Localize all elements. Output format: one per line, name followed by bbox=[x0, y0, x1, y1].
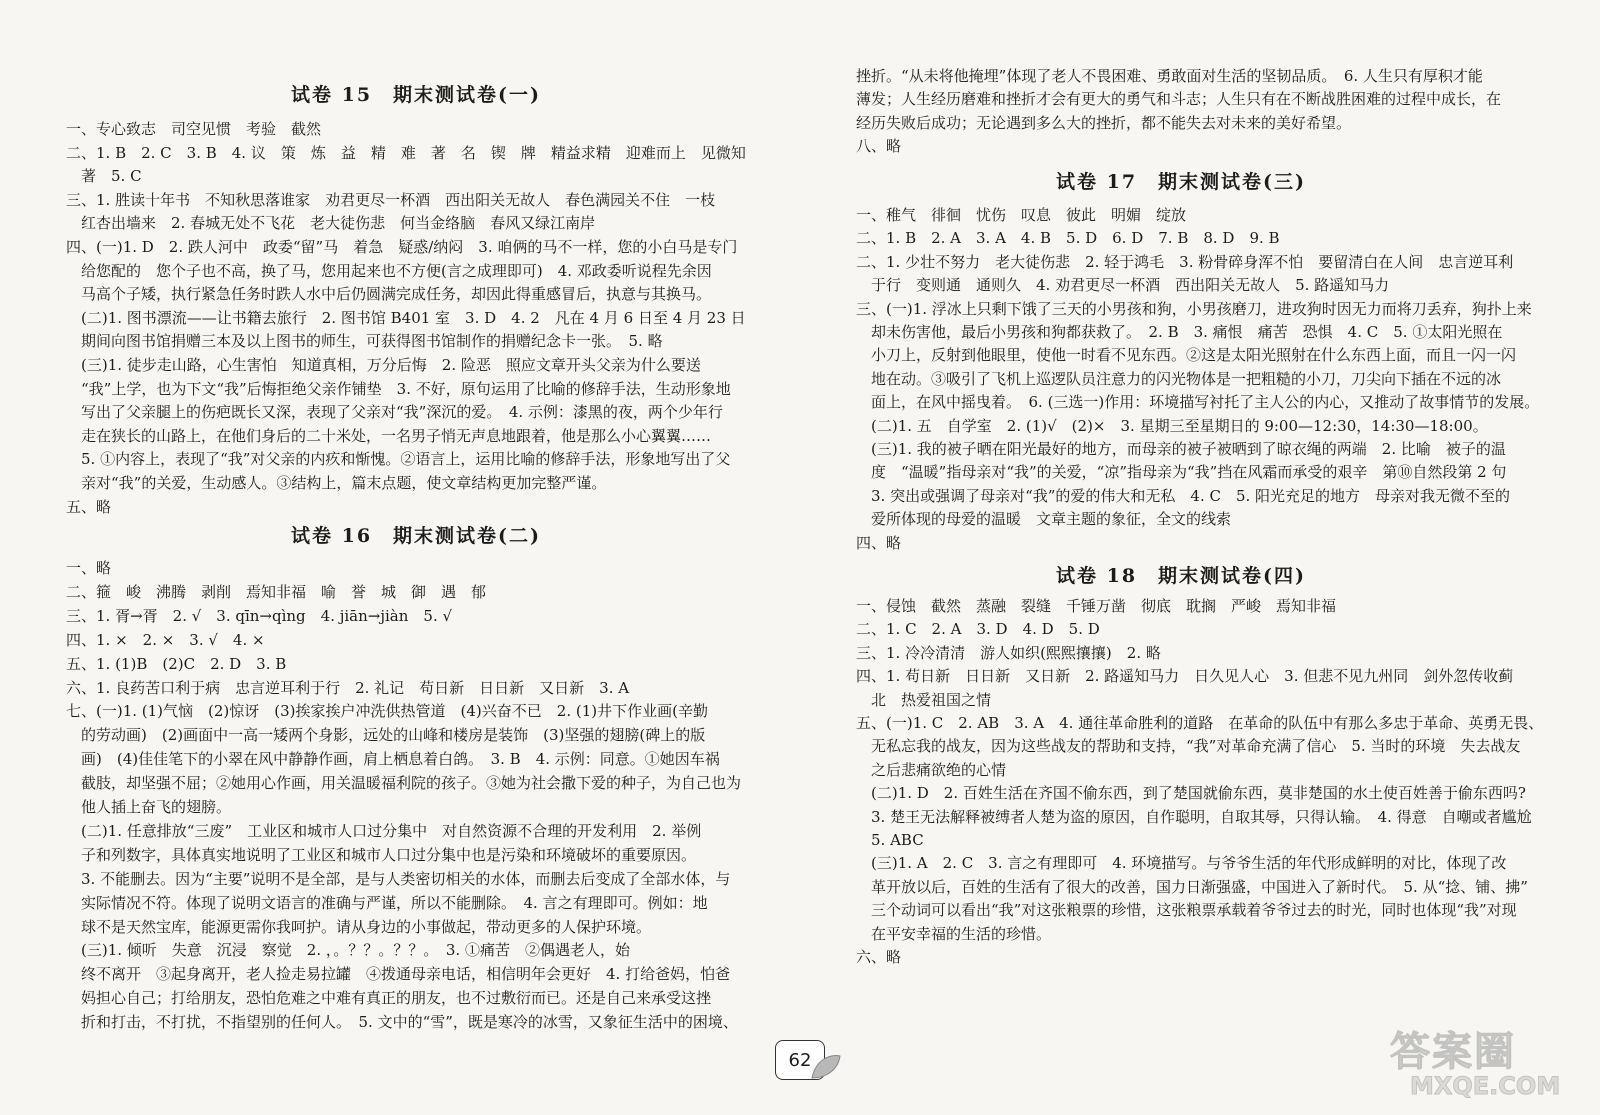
answer-line: 5. ①内容上，表现了“我”对父亲的内疚和惭愧。②语言上，运用比喻的修辞手法，形象地写出了父 bbox=[66, 450, 731, 469]
answer-line: 北 热爱祖国之情 bbox=[856, 690, 992, 709]
answer-line: 著 5. C bbox=[66, 167, 142, 186]
watermark-logo: 答案圈 bbox=[1390, 1029, 1516, 1075]
watermark bbox=[1390, 1020, 1590, 1105]
answer-line: 球不是天然宝库，能源更需你我呵护。请从身边的小事做起，带动更多的人保护环境。 bbox=[66, 917, 652, 936]
answer-line: (二)1. 五 自学室 2. (1)√ (2)× 3. 星期三至星期日的 9:00—12:30，14:30—18:00。 bbox=[856, 416, 1488, 435]
answer-line: (三)1. 徒步走山路，心生害怕 知道真相，万分后悔 2. 险恶 照应文章开头父亲为什么要送 bbox=[66, 356, 701, 374]
answer-line: 写出了父亲腿上的伤疤既长又深，表现了父亲对“我”深沉的爱。 4. 示例：漆黑的夜，两个少年行 bbox=[66, 403, 723, 422]
answer-line: 四、1. × 2. × 3. √ 4. × bbox=[66, 630, 265, 649]
exam-title: 试卷 18 期末测试卷(四) bbox=[1056, 565, 1307, 587]
answer-line: 马高个子矮，执行紧急任务时跌人水中后仍圆满完成任务，却因此得重感冒后，执意与其换马。 bbox=[66, 285, 712, 304]
answer-line: 一、专心致志 司空见惯 考验 截然 bbox=[66, 120, 322, 138]
answer-line: 五、1. (1)B (2)C 2. D 3. B bbox=[66, 654, 287, 673]
answer-line: 革开放以后，百姓的生活有了很大的改善，国力日渐强盛，中国进入了新时代。 5. 从“捻、铺、拂” bbox=[856, 877, 1528, 896]
watermark-url: MXQE.COM bbox=[1410, 1072, 1561, 1100]
answer-line: 五、(一)1. C 2. AB 3. A 4. 通往革命胜利的道路 在革命的队伍中有那么多忠于革命、英勇无畏、 bbox=[856, 714, 1544, 732]
answer-line: 于行 变则通 通则久 4. 劝君更尽一杯酒 西出阳关无故人 5. 路遥知马力 bbox=[856, 276, 1390, 295]
answer-line: 爱所体现的母爱的温暖 文章主题的象征，全文的线索 bbox=[856, 510, 1232, 529]
answer-line: 三个动词可以看出“我”对这张粮票的珍惜，这张粮票承载着爷爷过去的时光，同时也体现“我”对现 bbox=[856, 901, 1517, 920]
answer-line: 小刀上，反射到他眼里，使他一时看不见东西。②这是太阳光照射在什么东西上面，而且一闪一闪 bbox=[856, 346, 1517, 365]
answer-line: 在平安幸福的生活的珍惜。 bbox=[856, 924, 1052, 943]
answer-line: 二、1. C 2. A 3. D 4. D 5. D bbox=[856, 620, 1100, 639]
answer-line: 红杏出墙来 2. 春城无处不飞花 老大徒伤悲 何当金络脑 春风又绿江南岸 bbox=[66, 214, 596, 233]
answer-line: 薄发；人生经历磨难和挫折才会有更大的勇气和斗志；人生只有在不断战胜困难的过程中成长，在 bbox=[856, 90, 1502, 109]
answer-line: 亲对“我”的关爱，生动感人。③结构上，篇末点题，使文章结构更加完整严谨。 bbox=[66, 474, 607, 492]
answer-line: 五、略 bbox=[66, 497, 112, 516]
answer-line: 3. 不能删去。因为“主要”说明不是全部，是与人类密切相关的水体，而删去后变成了全部水体，与 bbox=[66, 869, 731, 888]
answer-line: 无私忘我的战友，因为这些战友的帮助和支持，“我”对革命充满了信心 5. 当时的环境 失去战友 bbox=[856, 737, 1521, 756]
answer-line: 二、箍 峻 沸腾 剥削 焉知非福 喻 誉 城 御 遇 郁 bbox=[66, 582, 487, 601]
answer-line: 子和列数字，具体真实地说明了工业区和城市人口过分集中也是污染和环境破坏的重要原因。 bbox=[66, 845, 697, 864]
answer-line: 四、略 bbox=[856, 533, 902, 552]
answer-line: (三)1. 倾听 失意 沉浸 察觉 2. ，。？？。？？。 3. ①痛苦 ②偶遇老人，始 bbox=[66, 941, 630, 960]
answer-line: 度 “温暖”指母亲对“我”的关爱，“凉”指母亲为“我”挡在风霜而承受的艰辛 第⑩自然段第 2 句 bbox=[856, 463, 1507, 482]
answer-line: 地在动。③吸引了飞机上巡逻队员注意力的闪光物体是一把粗糙的小刀，刀尖向下插在不远的冰 bbox=[856, 369, 1502, 388]
answer-line: 给您配的 您个子也不高，换了马，您用起来也不方便(言之成理即可) 4. 邓政委听说程先余因 bbox=[66, 261, 712, 280]
answer-line: 三、1. 胥→胥 2. √ 3. qīn→qìng 4. jiān→jiàn 5. √ bbox=[66, 606, 453, 625]
answer-line: 走在狭长的山路上，在他们身后的二十米处，一名男子悄无声息地跟着，他是那么小心翼翼…… bbox=[66, 426, 712, 445]
answer-line: 八、略 bbox=[856, 137, 902, 156]
answer-line: 之后悲痛欲绝的心情 bbox=[856, 760, 1007, 779]
answer-line: (二)1. 任意排放“三废” 工业区和城市人口过分集中 对自然资源不合理的开发利用 2. 举例 bbox=[66, 821, 702, 840]
answer-line: 折和打击，不打扰，不指望别的任何人。 5. 文中的“雪”，既是寒冷的冰雪，又象征生活中的困境、 bbox=[66, 1013, 738, 1032]
answer-line: 期间向图书馆捐赠三本及以上图书的师生，可获得图书馆制作的捐赠纪念卡一张。 5. 略 bbox=[66, 332, 663, 351]
answer-line: 经历失败后成功；无论遇到多么大的挫折，都不能失去对未来的美好希望。 bbox=[856, 113, 1352, 132]
answer-line: 3. 楚王无法解释被缚者人楚为盗的原因，自作聪明，自取其辱，只得认输。 4. 得意 自嘲或者尴尬 bbox=[856, 807, 1532, 826]
answer-line: 实际情况不符。体现了说明文语言的准确与严谨，所以不能删除。 4. 言之有理即可。例如：地 bbox=[66, 893, 708, 912]
answer-line: 5. ABC bbox=[856, 831, 924, 849]
answer-line: (三)1. A 2. C 3. 言之有理即可 4. 环境描写。与爷爷生活的年代形成鲜明的对比，体现了改 bbox=[856, 854, 1507, 873]
answer-line: 二、1. B 2. A 3. A 4. B 5. D 6. D 7. B 8. D 9. B bbox=[856, 229, 1280, 248]
answer-line: 三、1. 胜读十年书 不知秋思落谁家 劝君更尽一杯酒 西出阳关无故人 春色满园关不住 一枝 bbox=[66, 190, 716, 209]
answer-line: (二)1. 图书漂流——让书籍去旅行 2. 图书馆 B401 室 3. D 4. 2 凡在 4 月 6 日至 4 月 23 日 bbox=[66, 308, 746, 327]
answer-line: 六、略 bbox=[856, 948, 902, 966]
answer-line: (二)1. D 2. 百姓生活在齐国不偷东西，到了楚国就偷东西，莫非楚国的水土使百姓善于偷东西吗? bbox=[856, 784, 1526, 803]
leaf-icon bbox=[810, 1052, 842, 1080]
answer-line: 六、1. 良药苦口利于病 忠言逆耳利于行 2. 礼记 苟日新 日日新 又日新 3. A bbox=[66, 678, 630, 697]
answer-line: 三、(一)1. 浮冰上只剩下饿了三天的小男孩和狗，小男孩磨刀，进攻狗时因无力而将刀丢弃，狗扑上来 bbox=[856, 299, 1532, 318]
answer-line: 三、1. 冷冷清清 游人如织(熙熙攘攘) 2. 略 bbox=[856, 643, 1161, 662]
exam-title: 试卷 15 期末测试卷(一) bbox=[291, 84, 542, 106]
exam-title: 试卷 16 期末测试卷(二) bbox=[291, 525, 542, 547]
answer-line: (三)1. 我的被子晒在阳光最好的地方，而母亲的被子被晒到了晾衣绳的两端 2. 比喻 被子的温 bbox=[856, 440, 1506, 458]
answer-line: 二、1. 少壮不努力 老大徒伤悲 2. 轻于鸿毛 3. 粉骨碎身浑不怕 要留清白在人间 忠言逆耳利 bbox=[856, 252, 1514, 271]
answer-line: 截肢，却坚强不屈；②她用心作画，用关温暖福利院的孩子。③她为社会撒下爱的种子，为自己也为 bbox=[66, 774, 742, 793]
answer-line: 二、1. B 2. C 3. B 4. 议 策 炼 益 精 难 著 名 锲 牌 精益求精 迎难而上 见微知 bbox=[66, 143, 746, 162]
exam-title: 试卷 17 期末测试卷(三) bbox=[1056, 171, 1307, 193]
answer-line: 一、略 bbox=[66, 559, 112, 577]
answer-line: 他人插上奋飞的翅膀。 bbox=[66, 798, 232, 816]
answer-line: 妈担心自己；打给朋友，恐怕危难之中难有真正的朋友，也不过敷衍而已。还是自己来承受这挫 bbox=[66, 989, 712, 1008]
page-number-text: 62 bbox=[788, 1049, 812, 1071]
answer-line: 终不离开 ③起身离开，老人捡走易拉罐 ④拨通母亲电话，相信明年会更好 4. 打给爸妈，怕爸 bbox=[66, 965, 731, 984]
answer-line: 却未伤害他，最后小男孩和狗都获救了。 2. B 3. 痛恨 痛苦 恐惧 4. C 5. ①太阳光照在 bbox=[856, 323, 1503, 341]
answer-line: 的劳动画) (2)画面中一高一矮两个身影，远处的山峰和楼房是装饰 (3)坚强的翅膀(碑上的版 bbox=[66, 726, 706, 745]
answer-line: 画) (4)佳佳笔下的小翠在风中静静作画，肩上栖息着白鸽。 3. B 4. 示例：同意。①她因车祸 bbox=[66, 750, 720, 769]
answer-line: 四、1. 苟日新 日日新 又日新 2. 路遥知马力 日久见人心 3. 但悲不见九州同 剑外忽传收蓟 bbox=[856, 667, 1514, 686]
answer-line: 挫折。“从未将他掩埋”体现了老人不畏困难、勇敢面对生活的坚韧品质。 6. 人生只有厚积才能 bbox=[856, 67, 1483, 85]
answer-line: 七、(一)1. (1)气恼 (2)惊讶 (3)挨家挨户冲洗供热管道 (4)兴奋不已 2. (1)井下作业画(辛勤 bbox=[66, 702, 708, 721]
answer-line: 3. 突出或强调了母亲对“我”的爱的伟大和无私 4. C 5. 阳光充足的地方 母亲对我无微不至的 bbox=[856, 486, 1511, 505]
answer-line: “我”上学，也为下文“我”后悔拒绝父亲作铺垫 3. 不好，原句运用了比喻的修辞手法，生动形象地 bbox=[66, 379, 731, 398]
answer-line: 面上，在风中摇曳着。 6. (三选一)作用：环境描写衬托了主人公的内心，又推动了故事情节的发展。 bbox=[856, 393, 1540, 412]
answer-line: 一、侵蚀 截然 蒸融 裂缝 千锤万凿 彻底 耽搁 严峻 焉知非福 bbox=[856, 597, 1337, 615]
answer-line: 四、(一)1. D 2. 跌人河中 政委“留”马 着急 疑惑/纳闷 3. 咱俩的马不一样，您的小白马是专门 bbox=[66, 238, 738, 256]
answer-line: 一、稚气 徘徊 忧伤 叹息 彼此 明媚 绽放 bbox=[856, 206, 1187, 224]
